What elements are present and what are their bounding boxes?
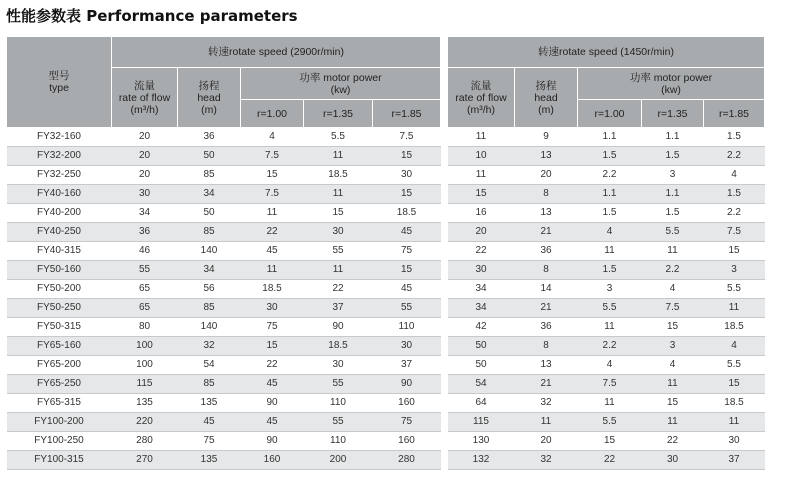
column-gap	[441, 432, 448, 451]
value-cell: 45	[241, 242, 304, 261]
value-cell: 65	[112, 299, 178, 318]
model-cell: FY40-200	[7, 204, 112, 223]
value-cell: 110	[304, 432, 373, 451]
value-cell: 3	[642, 337, 704, 356]
value-cell: 34	[178, 185, 241, 204]
ratio-1-header: r=1.00	[578, 100, 642, 128]
value-cell: 135	[178, 394, 241, 413]
value-cell: 15	[704, 242, 765, 261]
value-cell: 50	[448, 337, 515, 356]
value-cell: 280	[373, 451, 441, 470]
value-cell: 7.5	[578, 375, 642, 394]
model-cell: FY100-200	[7, 413, 112, 432]
value-cell: 15	[642, 394, 704, 413]
value-cell: 11	[448, 166, 515, 185]
value-cell: 110	[373, 318, 441, 337]
column-gap	[441, 128, 448, 147]
value-cell: 36	[515, 318, 578, 337]
value-cell: 55	[304, 375, 373, 394]
column-gap	[441, 299, 448, 318]
value-cell: 20	[515, 432, 578, 451]
column-gap	[441, 147, 448, 166]
value-cell: 90	[373, 375, 441, 394]
value-cell: 42	[448, 318, 515, 337]
model-cell: FY40-250	[7, 223, 112, 242]
value-cell: 22	[241, 356, 304, 375]
value-cell: 11	[241, 261, 304, 280]
page-title: 性能参数表 Performance parameters	[6, 7, 298, 25]
value-cell: 32	[515, 451, 578, 470]
value-cell: 10	[448, 147, 515, 166]
column-gap	[441, 204, 448, 223]
value-cell: 15	[241, 337, 304, 356]
value-cell: 1.5	[642, 204, 704, 223]
column-gap	[441, 356, 448, 375]
power-header: 功率 motor power (kw)	[578, 68, 765, 100]
value-cell: 1.5	[642, 147, 704, 166]
model-cell: FY50-160	[7, 261, 112, 280]
value-cell: 1.1	[578, 185, 642, 204]
value-cell: 34	[178, 261, 241, 280]
value-cell: 7.5	[642, 299, 704, 318]
table-row	[7, 280, 765, 299]
table-row	[7, 204, 765, 223]
value-cell: 13	[515, 204, 578, 223]
model-cell: FY32-250	[7, 166, 112, 185]
value-cell: 16	[448, 204, 515, 223]
value-cell: 11	[642, 375, 704, 394]
value-cell: 22	[642, 432, 704, 451]
value-cell: 20	[112, 166, 178, 185]
value-cell: 37	[704, 451, 765, 470]
value-cell: 8	[515, 261, 578, 280]
column-gap	[441, 375, 448, 394]
table-row	[7, 337, 765, 356]
value-cell: 15	[304, 204, 373, 223]
value-cell: 4	[704, 166, 765, 185]
value-cell: 5.5	[704, 280, 765, 299]
value-cell: 22	[578, 451, 642, 470]
value-cell: 11	[241, 204, 304, 223]
value-cell: 85	[178, 299, 241, 318]
column-gap	[441, 280, 448, 299]
value-cell: 15	[578, 432, 642, 451]
value-cell: 30	[241, 299, 304, 318]
column-gap	[441, 242, 448, 261]
value-cell: 55	[304, 242, 373, 261]
value-cell: 11	[578, 242, 642, 261]
value-cell: 64	[448, 394, 515, 413]
value-cell: 5.5	[304, 128, 373, 147]
value-cell: 1.1	[642, 185, 704, 204]
value-cell: 30	[373, 166, 441, 185]
value-cell: 130	[448, 432, 515, 451]
value-cell: 220	[112, 413, 178, 432]
value-cell: 3	[704, 261, 765, 280]
value-cell: 34	[112, 204, 178, 223]
value-cell: 5.5	[578, 299, 642, 318]
power-header: 功率 motor power (kw)	[241, 68, 441, 100]
value-cell: 7.5	[373, 128, 441, 147]
value-cell: 132	[448, 451, 515, 470]
value-cell: 1.5	[578, 204, 642, 223]
value-cell: 32	[515, 394, 578, 413]
value-cell: 18.5	[704, 318, 765, 337]
table-row	[7, 242, 765, 261]
flow-header: 流量 rate of flow (m³/h)	[112, 68, 178, 128]
value-cell: 45	[178, 413, 241, 432]
value-cell: 54	[448, 375, 515, 394]
value-cell: 65	[112, 280, 178, 299]
value-cell: 22	[304, 280, 373, 299]
value-cell: 36	[515, 242, 578, 261]
value-cell: 1.5	[578, 147, 642, 166]
value-cell: 30	[304, 223, 373, 242]
value-cell: 21	[515, 223, 578, 242]
value-cell: 135	[112, 394, 178, 413]
value-cell: 90	[304, 318, 373, 337]
column-gap	[441, 318, 448, 337]
value-cell: 140	[178, 318, 241, 337]
value-cell: 80	[112, 318, 178, 337]
value-cell: 7.5	[241, 147, 304, 166]
value-cell: 11	[578, 318, 642, 337]
ratio-1-header: r=1.00	[241, 100, 304, 128]
value-cell: 1.5	[578, 261, 642, 280]
speed-1450-header: 转速rotate speed (1450r/min)	[448, 37, 765, 68]
value-cell: 15	[373, 147, 441, 166]
value-cell: 18.5	[304, 166, 373, 185]
model-cell: FY40-160	[7, 185, 112, 204]
model-cell: FY40-315	[7, 242, 112, 261]
table-row	[7, 261, 765, 280]
table-row	[7, 318, 765, 337]
table-row	[7, 375, 765, 394]
value-cell: 30	[448, 261, 515, 280]
value-cell: 56	[178, 280, 241, 299]
value-cell: 3	[578, 280, 642, 299]
value-cell: 15	[704, 375, 765, 394]
table-row	[7, 394, 765, 413]
value-cell: 2.2	[704, 204, 765, 223]
value-cell: 54	[178, 356, 241, 375]
value-cell: 4	[642, 280, 704, 299]
value-cell: 115	[112, 375, 178, 394]
value-cell: 30	[112, 185, 178, 204]
value-cell: 85	[178, 223, 241, 242]
value-cell: 7.5	[241, 185, 304, 204]
value-cell: 160	[373, 394, 441, 413]
value-cell: 15	[642, 318, 704, 337]
value-cell: 75	[241, 318, 304, 337]
value-cell: 2.2	[704, 147, 765, 166]
table-row	[7, 356, 765, 375]
model-cell: FY65-160	[7, 337, 112, 356]
model-cell: FY65-315	[7, 394, 112, 413]
value-cell: 2.2	[578, 166, 642, 185]
value-cell: 30	[642, 451, 704, 470]
value-cell: 4	[642, 356, 704, 375]
head-header: 扬程 head (m)	[178, 68, 241, 128]
value-cell: 5.5	[704, 356, 765, 375]
value-cell: 5.5	[578, 413, 642, 432]
head-header: 扬程 head (m)	[515, 68, 578, 128]
value-cell: 8	[515, 337, 578, 356]
value-cell: 11	[642, 242, 704, 261]
value-cell: 18.5	[241, 280, 304, 299]
value-cell: 22	[241, 223, 304, 242]
model-cell: FY50-200	[7, 280, 112, 299]
ratio-3-header: r=1.85	[373, 100, 441, 128]
value-cell: 85	[178, 166, 241, 185]
value-cell: 11	[704, 413, 765, 432]
value-cell: 36	[112, 223, 178, 242]
value-cell: 18.5	[304, 337, 373, 356]
model-cell: FY100-250	[7, 432, 112, 451]
value-cell: 20	[448, 223, 515, 242]
ratio-2-header: r=1.35	[642, 100, 704, 128]
value-cell: 30	[304, 356, 373, 375]
model-header: 型号 type	[7, 37, 112, 128]
speed-2900-header: 转速rotate speed (2900r/min)	[112, 37, 441, 68]
table-body	[7, 128, 765, 470]
value-cell: 110	[304, 394, 373, 413]
value-cell: 20	[112, 128, 178, 147]
value-cell: 36	[178, 128, 241, 147]
value-cell: 3	[642, 166, 704, 185]
value-cell: 13	[515, 356, 578, 375]
value-cell: 100	[112, 337, 178, 356]
value-cell: 11	[304, 185, 373, 204]
value-cell: 75	[373, 413, 441, 432]
value-cell: 13	[515, 147, 578, 166]
value-cell: 50	[178, 204, 241, 223]
value-cell: 22	[448, 242, 515, 261]
value-cell: 11	[304, 147, 373, 166]
value-cell: 1.1	[578, 128, 642, 147]
table-row	[7, 223, 765, 242]
value-cell: 55	[304, 413, 373, 432]
value-cell: 45	[373, 280, 441, 299]
value-cell: 2.2	[578, 337, 642, 356]
flow-header: 流量 rate of flow (m³/h)	[448, 68, 515, 128]
value-cell: 21	[515, 375, 578, 394]
value-cell: 37	[373, 356, 441, 375]
value-cell: 1.1	[642, 128, 704, 147]
value-cell: 30	[704, 432, 765, 451]
value-cell: 50	[448, 356, 515, 375]
table-row	[7, 147, 765, 166]
value-cell: 46	[112, 242, 178, 261]
value-cell: 32	[178, 337, 241, 356]
value-cell: 11	[704, 299, 765, 318]
value-cell: 5.5	[642, 223, 704, 242]
value-cell: 21	[515, 299, 578, 318]
value-cell: 45	[241, 413, 304, 432]
value-cell: 85	[178, 375, 241, 394]
value-cell: 8	[515, 185, 578, 204]
table-row	[7, 299, 765, 318]
value-cell: 11	[515, 413, 578, 432]
value-cell: 55	[373, 299, 441, 318]
column-gap	[441, 223, 448, 242]
value-cell: 135	[178, 451, 241, 470]
value-cell: 14	[515, 280, 578, 299]
value-cell: 34	[448, 280, 515, 299]
value-cell: 4	[241, 128, 304, 147]
value-cell: 2.2	[642, 261, 704, 280]
column-gap	[441, 185, 448, 204]
value-cell: 90	[241, 394, 304, 413]
value-cell: 11	[304, 261, 373, 280]
value-cell: 55	[112, 261, 178, 280]
value-cell: 18.5	[373, 204, 441, 223]
value-cell: 1.5	[704, 128, 765, 147]
model-cell: FY50-250	[7, 299, 112, 318]
value-cell: 270	[112, 451, 178, 470]
value-cell: 160	[241, 451, 304, 470]
value-cell: 100	[112, 356, 178, 375]
value-cell: 7.5	[704, 223, 765, 242]
value-cell: 34	[448, 299, 515, 318]
value-cell: 11	[578, 394, 642, 413]
column-gap	[441, 394, 448, 413]
column-gap	[441, 261, 448, 280]
value-cell: 15	[448, 185, 515, 204]
value-cell: 18.5	[704, 394, 765, 413]
model-cell: FY32-200	[7, 147, 112, 166]
value-cell: 45	[373, 223, 441, 242]
value-cell: 1.5	[704, 185, 765, 204]
value-cell: 280	[112, 432, 178, 451]
column-gap	[441, 413, 448, 432]
value-cell: 140	[178, 242, 241, 261]
table-row	[7, 432, 765, 451]
value-cell: 75	[178, 432, 241, 451]
model-cell: FY65-250	[7, 375, 112, 394]
table-row	[7, 128, 765, 147]
model-cell: FY50-315	[7, 318, 112, 337]
column-gap	[441, 451, 448, 470]
value-cell: 15	[373, 261, 441, 280]
model-cell: FY65-200	[7, 356, 112, 375]
value-cell: 4	[578, 356, 642, 375]
value-cell: 200	[304, 451, 373, 470]
value-cell: 9	[515, 128, 578, 147]
value-cell: 15	[373, 185, 441, 204]
value-cell: 11	[642, 413, 704, 432]
value-cell: 4	[578, 223, 642, 242]
table-row	[7, 451, 765, 470]
ratio-2-header: r=1.35	[304, 100, 373, 128]
value-cell: 50	[178, 147, 241, 166]
table-row	[7, 166, 765, 185]
value-cell: 20	[515, 166, 578, 185]
table-row	[7, 413, 765, 432]
column-gap	[441, 37, 448, 128]
value-cell: 75	[373, 242, 441, 261]
column-gap	[441, 337, 448, 356]
value-cell: 160	[373, 432, 441, 451]
value-cell: 4	[704, 337, 765, 356]
value-cell: 45	[241, 375, 304, 394]
column-gap	[441, 166, 448, 185]
table-row	[7, 185, 765, 204]
value-cell: 37	[304, 299, 373, 318]
value-cell: 115	[448, 413, 515, 432]
value-cell: 30	[373, 337, 441, 356]
performance-table	[6, 36, 765, 470]
model-cell: FY32-160	[7, 128, 112, 147]
value-cell: 90	[241, 432, 304, 451]
ratio-3-header: r=1.85	[704, 100, 765, 128]
value-cell: 15	[241, 166, 304, 185]
value-cell: 11	[448, 128, 515, 147]
value-cell: 20	[112, 147, 178, 166]
model-cell: FY100-315	[7, 451, 112, 470]
